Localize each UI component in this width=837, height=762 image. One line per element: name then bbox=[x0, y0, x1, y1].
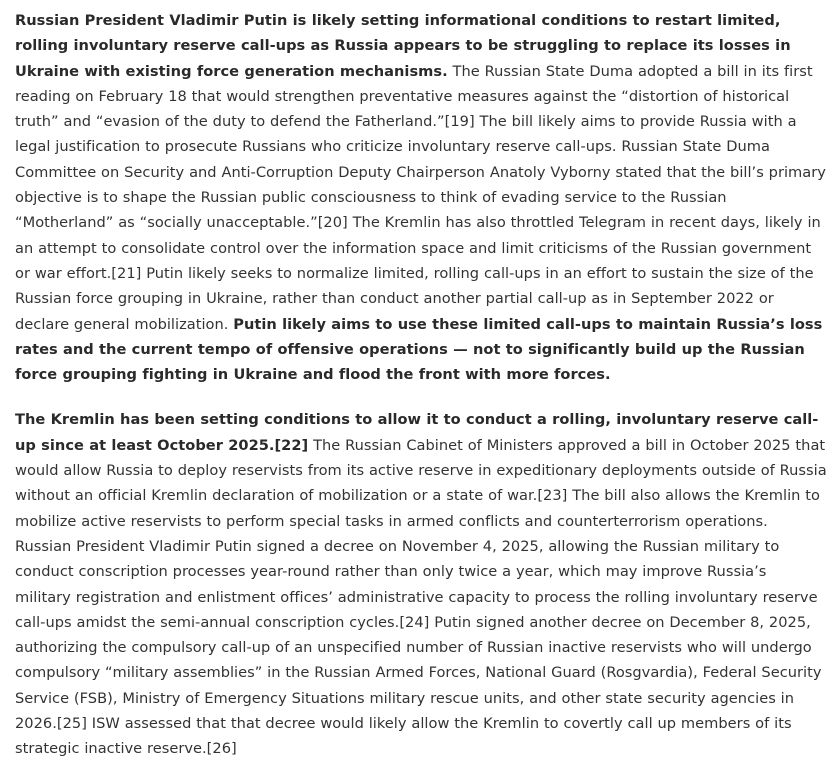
paragraph-kremlin-conditions bbox=[15, 407, 827, 761]
body-text: The Russian State Duma adopted a bill in its first reading on February 18 that would strengthen preventative measures against the “distortion of historical truth” and “evasion of the duty to defend the Fatherland.”[19] The bill likely aims to provide Russia with a legal justification to prosecute Russians who criticize involuntary reserve call-ups. Russian State Duma Committee on Security and Anti-Corruption Deputy Chairperson Anatoly Vyborny stated that the bill’s primary objective is to shape the Russian public consciousness to think of evading service to the Russian “Motherland” as “socially unacceptable.”[20] The Kremlin has also throttled Telegram in recent days, likely in an attempt to consolidate control over the information space and limit criticisms of the Russian government or war effort.[21] Putin likely seeks to normalize limited, rolling call-ups in an effort to sustain the size of the Russian force grouping in Ukraine, rather than conduct another partial call-up as in September 2022 or declare general mobilization. bbox=[15, 62, 826, 333]
paragraph-putin-call-ups bbox=[15, 8, 827, 387]
key-assessment: Putin likely aims to use these limited call-ups to maintain Russia’s loss rates and the current tempo of offensive operations — not to significantly build up the Russian force grouping fighting in Ukraine and flood the front with more forces. bbox=[15, 315, 823, 384]
lead-sentence: The Kremlin has been setting conditions to allow it to conduct a rolling, involuntary reserve call-up since at least October 2025.[22] bbox=[15, 411, 819, 454]
lead-sentence: Russian President Vladimir Putin is likely setting informational conditions to restart limited, rolling involuntary reserve call-ups as Russia appears to be struggling to replace its losses in Ukraine with existing force generation mechanisms. bbox=[15, 12, 791, 80]
body-text: The Russian Cabinet of Ministers approved a bill in October 2025 that would allow Russia to deploy reservists from its active reserve in expeditionary deployments outside of Russia without an official Kremlin declaration of mobilization or a state of war.[23] The bill also allows the Kremlin to mobilize active reservists to perform special tasks in armed conflicts and counterterrorism operations. Russian President Vladimir Putin signed a decree on November 4, 2025, allowing the Russian military to conduct conscription processes year-round rather than only twice a year, which may improve Russia’s military registration and enlistment offices’ administrative capacity to process the rolling involuntary reserve call-ups amidst the semi-annual conscription cycles.[24] Putin signed another decree on December 8, 2025, authorizing the compulsory call-up of an unspecified number of Russian inactive reservists who will undergo compulsory “military assemblies” in the Russian Armed Forces, National Guard (Rosgvardia), Federal Security Service (FSB), Ministry of Emergency Situations military rescue units, and other state security agencies in 2026.[25] ISW assessed that that decree would likely allow the Kremlin to covertly call up members of its strategic inactive reserve.[26] bbox=[15, 436, 827, 758]
